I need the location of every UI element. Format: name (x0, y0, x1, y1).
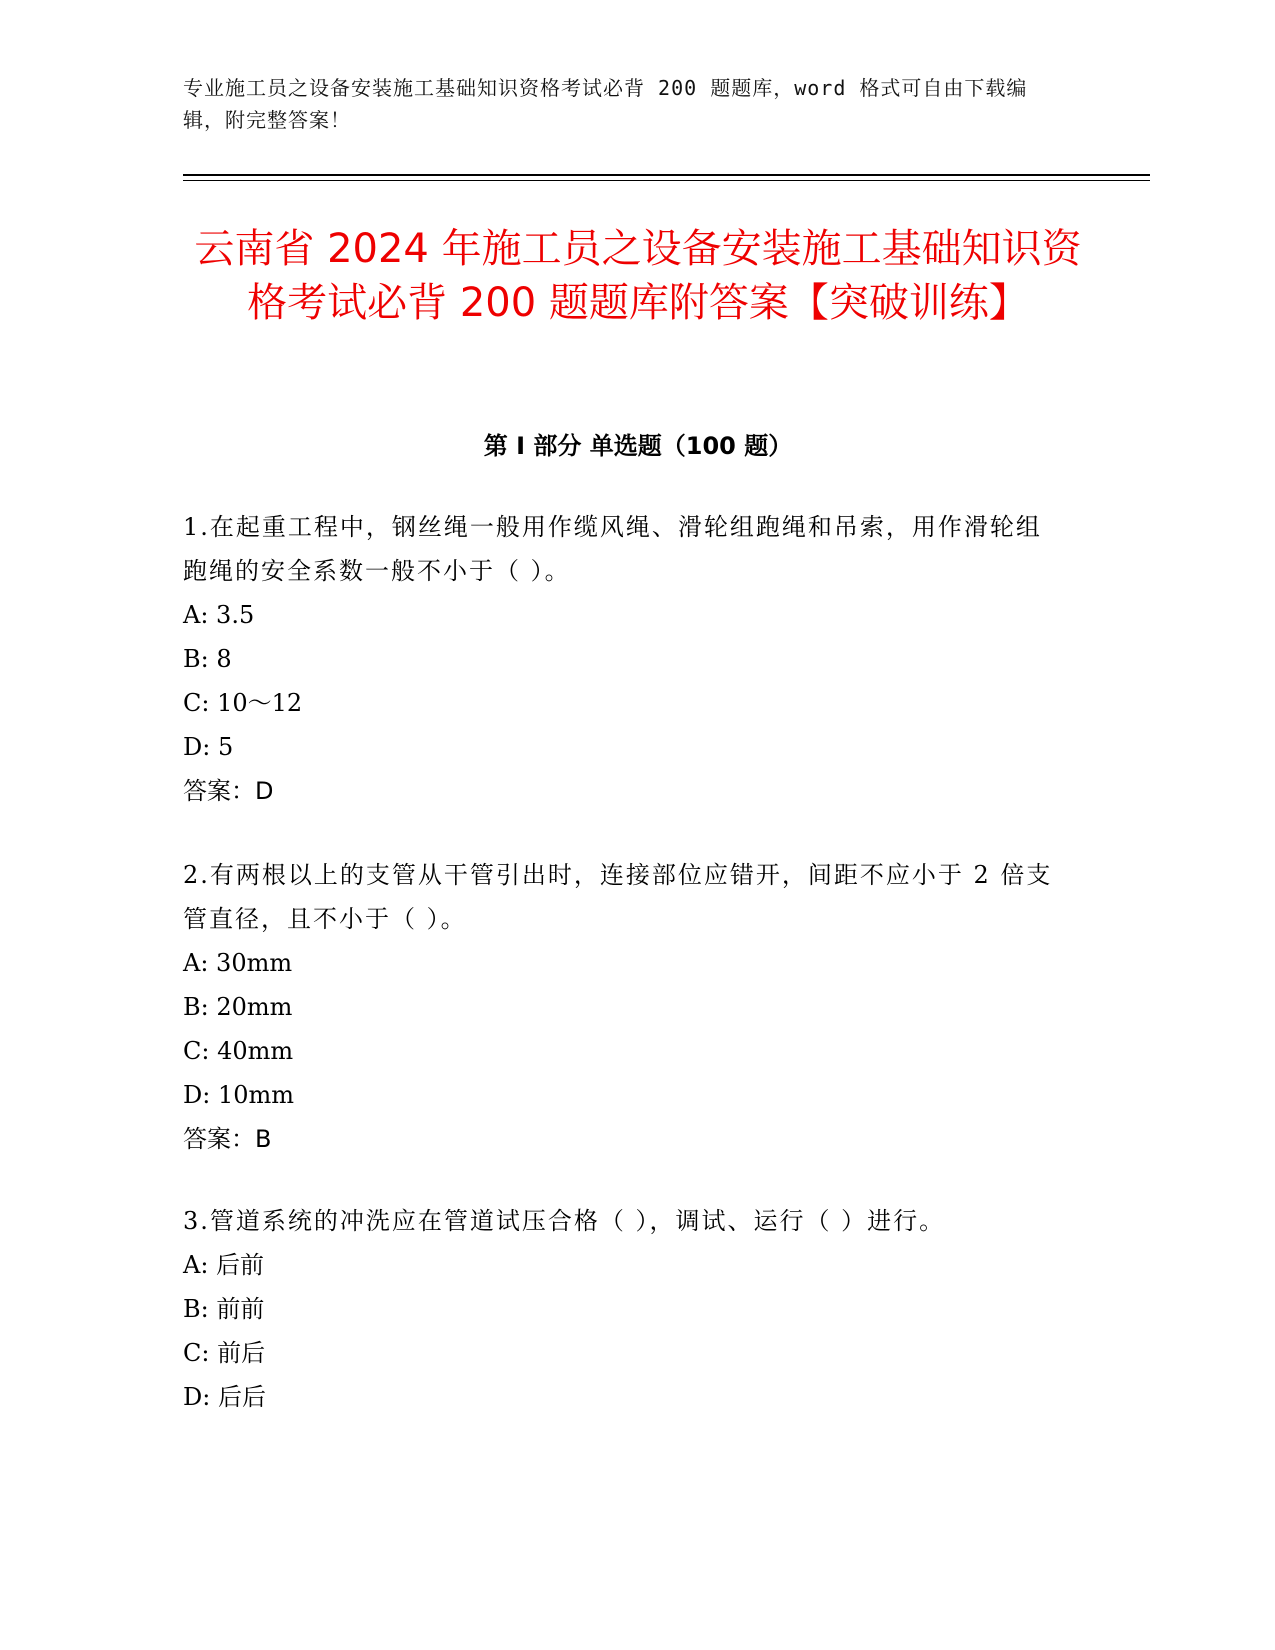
option-c: C: 40mm (183, 1037, 294, 1065)
answer: 答案：D (183, 777, 274, 805)
question-stem: 2.有两根以上的支管从干管引出时，连接部位应错开，间距不应小于 2 倍支管直径，且不小于（ ）。 (183, 861, 1053, 933)
option-b: B: 20mm (183, 993, 293, 1021)
answer: 答案：B (183, 1125, 272, 1153)
option-a: A: 3.5 (183, 601, 255, 629)
question-1 (183, 505, 1063, 813)
option-d: D: 5 (183, 733, 234, 761)
option-b: B: 前前 (183, 1295, 265, 1323)
option-b: B: 8 (183, 645, 232, 673)
option-c: C: 前后 (183, 1339, 266, 1367)
question-2 (183, 853, 1063, 1161)
question-stem: 3.管道系统的冲洗应在管道试压合格（ ），调试、运行（ ）进行。 (183, 1207, 946, 1235)
header-divider-thin (183, 180, 1150, 181)
question-3 (183, 1199, 1063, 1419)
question-stem: 1.在起重工程中，钢丝绳一般用作缆风绳、滑轮组跑绳和吊索，用作滑轮组跑绳的安全系数一般不小于（ ）。 (183, 513, 1042, 585)
section-heading: 第 I 部分 单选题（100 题） (483, 432, 793, 460)
header-note: 专业施工员之设备安装施工基础知识资格考试必背 200 题题库，word 格式可自由下载编辑，附完整答案！ (183, 76, 1028, 132)
document-title: 云南省 2024 年施工员之设备安装施工基础知识资格考试必背 200 题题库附答案【突破训练】 (194, 226, 1082, 326)
option-c: C: 10～12 (183, 689, 303, 717)
option-d: D: 后后 (183, 1383, 266, 1411)
option-a: A: 后前 (183, 1251, 265, 1279)
header-divider-thick (183, 174, 1150, 176)
option-a: A: 30mm (183, 949, 293, 977)
option-d: D: 10mm (183, 1081, 295, 1109)
